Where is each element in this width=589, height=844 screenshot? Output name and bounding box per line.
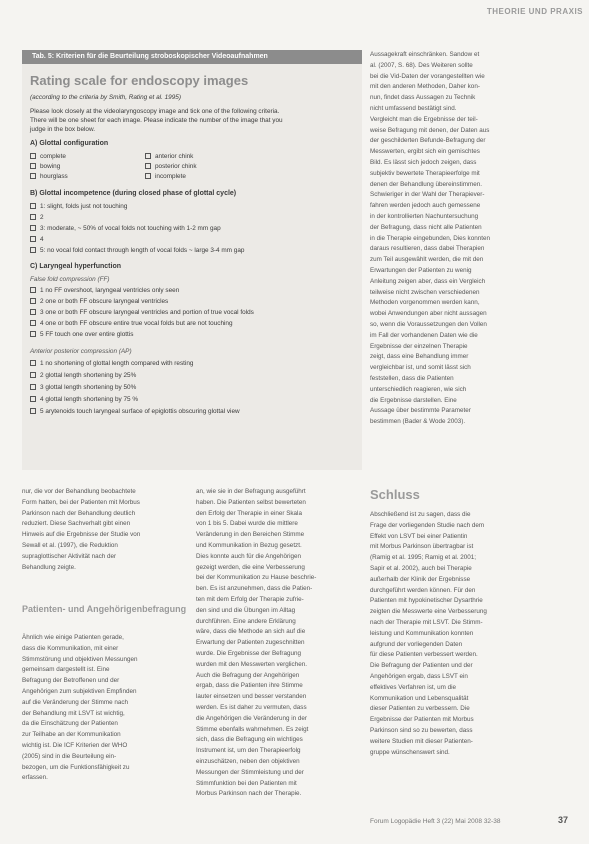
text-line: vergleichbar ist, und somit lässt sich [370,364,471,372]
text-line: außerhalb der Klinik der Ergebnisse [370,575,471,583]
checkbox-icon[interactable] [30,372,36,378]
text-line: den sind und die Übungen im Alltag [196,606,296,614]
text-line: bei der Kommunikation zu Hause beschrie- [196,574,317,582]
text-line: die Angehörigen die Veränderung in der [196,714,307,722]
text-line: al. (2007, S. 68). Des Weiteren sollte [370,61,473,69]
text-line: Veränderung in den Bereichen Stimme [196,531,305,539]
text-line: Messungen der Stimmleistung und der [196,768,304,776]
section-heading: Patienten- und Angehörigenbefragung [22,604,187,614]
text-line: Abschließend ist zu sagen, dass die [370,511,471,518]
section-label: THEORIE UND PRAXIS [486,7,583,16]
checkbox-icon[interactable] [30,309,36,315]
text-line: der Behandlung mit LSVT ist wichtig, [22,709,125,717]
text-line: Erwartung der Patienten zugeschnitten [196,639,305,647]
text-line: Vergleicht man die Ergebnisse der teil- [370,115,478,123]
text-line: wäre, dass die Methode an sich auf die [196,628,306,636]
table-source: (according to the criteria by Smith, Rating et al. 1995) [30,94,181,101]
text-line: aufgrund der vorliegenden Daten [370,640,463,648]
text-line: Stimmfunktion bei den Patienten mit [196,779,297,787]
text-line: in der kontrollierten Nachuntersuchung [370,212,479,220]
checkbox-icon[interactable] [30,163,36,169]
text-line: bei die Vid-Daten der vorangestellten wie [370,72,485,80]
text-line: Patienten mit hypokinetischer Dysarthrie [370,597,483,605]
text-line: Frage der vorliegenden Studie nach dem [370,521,485,529]
text-line: ten mit dem Erfolg der Therapie zufrie- [196,595,304,603]
text-line: in die Therapie eingebunden, Dies konnten [370,234,490,242]
text-line: supraglottischer Aktivität nach der [22,552,117,560]
text-line: wobei Anwendungen aber nicht aussagen [370,310,487,318]
page-header-bar [0,0,589,22]
text-line: wichtig ist. Die ICF Kriterien der WHO [22,741,128,749]
checkbox-icon[interactable] [30,320,36,326]
section-a-title: A) Glottal configuration [30,140,109,147]
option-item[interactable]: 4 glottal length shortening by 75 % [30,396,138,403]
text-line: Schwieriger in der Wahl der Therapiever- [370,191,485,199]
option-item[interactable]: 1 no shortening of glottal length compared with resting [30,360,193,367]
text-line: Morbus Parkinson nach der Therapie. [196,790,302,798]
text-line: nach der Therapie mit LSVT. Die Stimm- [370,618,483,626]
text-line: Hinweis auf die Ergebnisse der Studie von [22,531,141,539]
schluss-heading: Schluss [370,487,420,502]
checkbox-icon[interactable] [30,384,36,390]
text-line: bezogen, um die Funktionsfähigkeit zu [22,763,130,771]
text-line: wurde. Die Ergebnisse der Befragung [196,649,302,657]
text-line: wurden mit den Messwerten verglichen. [196,660,307,668]
text-line: werden. Es ist daher zu vermuten, dass [196,703,307,711]
text-line: ben. Es ist anzunehmen, dass die Patien- [196,585,313,593]
text-line: einzuschätzen, neben den objektiven [196,757,300,765]
text-line: zeigten die Messwerte eine Verbesserung [370,608,487,616]
checkbox-icon[interactable] [30,298,36,304]
checkbox-icon[interactable] [30,225,36,231]
text-line: dass die Kommunikation, mit einer [22,644,119,652]
text-line: mit den anderen Methoden, Daher kon- [370,83,480,91]
text-line: Methoden vorgenommen werden kann, [370,299,480,307]
text-line: Die Befragung der Patienten und der [370,662,473,670]
text-line: Bild. Es lässt sich jedoch zeigen, dass [370,158,477,166]
text-line: weitere Studien mit dieser Patienten- [370,737,473,745]
text-column-1 [22,487,180,577]
checkbox-icon[interactable] [30,396,36,402]
footer-journal: Forum Logopädie Heft 3 (22) Mai 2008 32-38 [370,818,501,825]
text-line: nicht umfassend bestätigt sind. [370,104,457,112]
text-line: durchgeführt werden können. Für den [370,586,476,594]
text-line: leistung und Kommunikation konnten [370,629,474,637]
text-line: fahren werden jedoch auch gemessene [370,202,481,210]
text-line: Parkinson nach der Behandlung deutlich [22,509,136,517]
option-item[interactable]: 2 one or both FF obscure laryngeal ventricles [30,298,168,305]
text-line: Stimme ebenfalls wahrnehmen. Es zeigt [196,725,309,733]
section-c-title: C) Laryngeal hyperfunction [30,263,122,270]
text-line: nun, findet dass Aussagen zu Technik [370,94,476,102]
text-line: Stimmstörung und objektiven Messungen [22,655,138,663]
text-line: feststellen, dass die Patienten [370,374,454,382]
text-line: zum Teil ausgewählt werden, die mit den [370,256,484,264]
text-line: Ergebnisse der einzelnen Therapie [370,342,468,350]
page-number: 37 [558,815,569,825]
checkbox-icon[interactable] [30,247,36,253]
ap-heading: Anterior posterior compression (AP) [30,348,132,355]
option-item[interactable]: 2 [30,214,44,221]
text-line: nur, die vor der Behandlung beobachtete [22,488,136,495]
option-item[interactable]: 5: no vocal fold contact through length of vocal folds ~ large 3-4 mm gap [30,247,244,254]
text-line: durchführen. Eine andere Erklärung [196,617,296,625]
text-line: Parkinson sind so zu bewerten, dass [370,726,473,734]
ff-heading: False fold compression (FF) [30,276,110,283]
table-title: Rating scale for endoscopy images [30,73,249,88]
text-line: (2005) sind in die Beurteilung ein- [22,752,117,760]
text-line: gemeinsam dargestellt ist. Eine [22,666,110,674]
option-item[interactable]: 2 glottal length shortening by 25% [30,372,136,379]
text-line: Effekt von LSVT bei einer Patientin [370,532,468,540]
option-item[interactable]: hourglass [30,173,68,180]
checkbox-icon[interactable] [30,153,36,159]
option-item[interactable]: incomplete [145,173,186,180]
text-line: von 1 bis 5. Dabei wurde die mittlere [196,520,298,528]
text-column-right-top [370,50,575,470]
text-line: (Ramig et al. 1995; Ramig et al. 2001; [370,554,477,562]
checkbox-icon[interactable] [30,173,36,179]
text-line: Form hatten, bei der Patienten mit Morbus [22,498,140,506]
text-line: Aussage über bestimmte Parameter [370,407,471,415]
text-line: der geschilderten Befunde-Befragung der [370,137,486,145]
text-line: Erwartungen der Patienten zu wenig [370,266,472,274]
text-line: im Fall der vorhandenen Daten wie die [370,331,478,339]
text-line: auf die Veränderung der Stimme nach [22,698,129,706]
text-line: subjektiv bewertete Therapieerfolge mit [370,169,480,177]
text-line: unterschiedlich reagieren, wie sich [370,385,467,393]
text-line: Anleitung zeigen aber, dass ein Vergleich [370,277,486,285]
option-item[interactable]: 5 arytenoids touch laryngeal surface of epiglottis obscuring glottal view [30,408,240,415]
option-item[interactable]: anterior chink [145,153,193,160]
option-item[interactable]: 4 one or both FF obscure entire true vocal folds but are not touching [30,320,233,327]
option-item[interactable]: posterior chink [145,163,197,170]
option-item[interactable]: 3 glottal length shortening by 50% [30,384,136,391]
text-line: Sewall et al. (1997), die Reduktion [22,541,118,549]
text-line: haben. Die Patienten selbst bewerteten [196,498,306,506]
text-line: für diese Patienten verbessert werden. [370,651,478,659]
instruction-line: Please look closely at the videolaryngoscopy image and tick one of the following criteria. [30,108,280,115]
option-item[interactable]: 1: slight, folds just not touching [30,203,127,210]
text-line: effektives Verfahren ist, um die [370,683,456,691]
checkbox-icon[interactable] [145,163,151,169]
checkbox-icon[interactable] [30,287,36,293]
option-item[interactable]: 3: moderate, ~ 50% of vocal folds not touching with 1-2 mm gap [30,225,221,232]
table-caption: Tab. 5: Kriterien für die Beurteilung stroboskopischer Videoaufnahmen [22,50,362,64]
checkbox-icon[interactable] [30,214,36,220]
checkbox-icon[interactable] [30,360,36,366]
text-line: Sapir et al. 2002), auch bei Therapie [370,564,472,572]
text-line: Ergebnisse der Patienten mit Morbus [370,716,474,724]
text-line: Instrument ist, um den Therapieerfolg [196,747,301,755]
schluss-text [370,510,575,810]
text-line: Angehörigen ergab, dass LSVT ein [370,672,468,680]
checkbox-icon[interactable] [30,203,36,209]
text-line: denen der Behandlung übereinstimmen. [370,180,483,188]
text-line: weise Befragung mit denen, der Daten aus [370,126,490,134]
text-line: Befragung der Betroffenen und der [22,677,120,685]
option-item[interactable]: 4 [30,236,44,243]
instruction-line: judge in the box below. [30,126,96,133]
text-line: erfassen. [22,774,48,782]
text-line: lauter einsetzen und besser verstanden [196,693,307,701]
text-line: so, wenn die Voraussetzungen den Vollen [370,320,487,328]
text-line: gruppe wünschenswert sind. [370,748,450,756]
text-line: Ähnlich wie einige Patienten gerade, [22,634,124,641]
text-line: den Erfolg der Therapie in einer Skala [196,509,302,517]
text-column-1b [22,633,180,813]
instruction-line: There will be one sheet for each image. Please indicate the number of the image that you [30,117,283,124]
text-line: Behandlung zeigte. [22,563,76,571]
text-line: an, wie sie in der Befragung ausgeführt [196,488,306,495]
text-line: Angehörigen zum subjektiven Empfinden [22,687,137,695]
checkbox-icon[interactable] [30,331,36,337]
option-item[interactable]: bowing [30,163,60,170]
text-line: mit Morbus Parkinson übertragbar ist [370,543,474,551]
text-column-2 [196,487,356,815]
option-item[interactable]: 5 FF touch one over entire glottis [30,331,133,338]
option-item[interactable]: complete [30,153,66,160]
text-line: der Befragung, dass nicht alle Patienten [370,223,482,231]
option-item[interactable]: 1 no FF overshoot, laryngeal ventricles only seen [30,287,179,294]
checkbox-icon[interactable] [145,173,151,179]
checkbox-icon[interactable] [145,153,151,159]
text-line: die Ergebnisse darstellen. Eine [370,396,457,404]
option-item[interactable]: 3 one or both FF obscure laryngeal ventricles and portion of true vocal folds [30,309,254,316]
checkbox-icon[interactable] [30,408,36,414]
checkbox-icon[interactable] [30,236,36,242]
text-line: bestimmen (Bader & Wode 2003). [370,418,466,426]
section-b-title: B) Glottal incompetence (during closed phase of glottal cycle) [30,190,237,197]
text-line: reduziert. Diese Sachverhalt gibt einen [22,520,131,528]
text-line: zeigt, dass eine Behandlung immer [370,353,469,361]
text-line: gezeigt werden, die eine Verbesserung [196,563,305,571]
text-line: daraus resultieren, dass dabei Therapien [370,245,485,253]
text-line: dieser Patienten zu verbessern. Die [370,705,470,713]
text-line: und Kommunikation in Bezug gesetzt. [196,541,302,549]
text-line: Aussagekraft einschränken. Sandow et [370,51,480,58]
text-line: Dies konnte auch für die Angehörigen [196,552,302,560]
text-line: Auch die Befragung der Angehörigen [196,671,300,679]
text-line: Kommunikation und Lebensqualität [370,694,469,702]
text-line: zur Teilhabe an der Kommunikation [22,731,121,739]
text-line: da die Einschätzung der Patienten [22,720,118,728]
text-line: teilweise nicht zwischen verschiedenen [370,288,480,296]
text-line: Messwerten, ergibt sich ein gemischtes [370,148,480,156]
text-line: ergab, dass die Patienten ihre Stimme [196,682,303,690]
text-line: sich, dass die Befragung ein wichtiges [196,736,303,744]
